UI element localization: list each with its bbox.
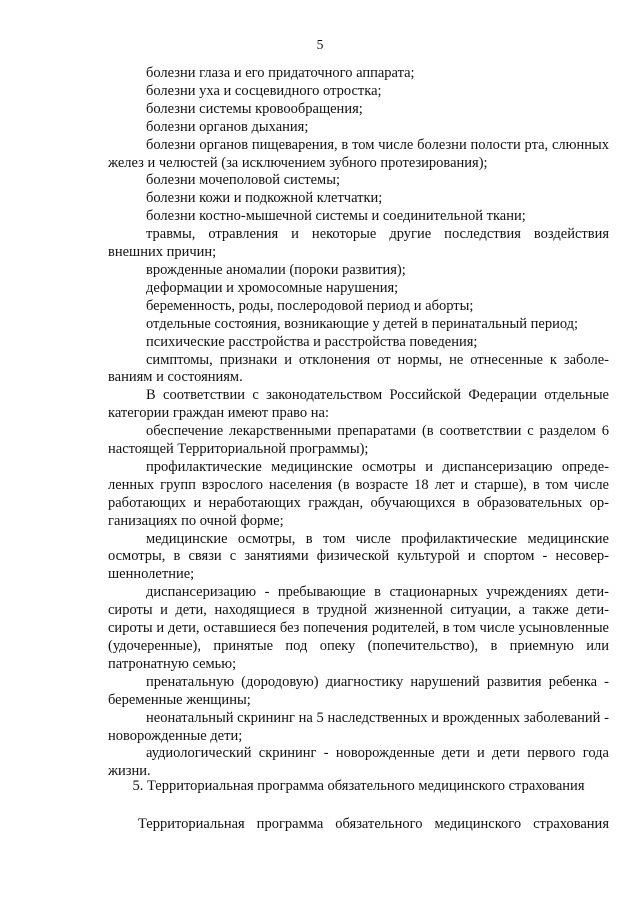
paragraph: деформации и хромосомные нарушения; bbox=[146, 279, 399, 296]
paragraph: болезни системы кровообращения; bbox=[146, 100, 363, 117]
paragraph: пренатальную (дородовую) диагностику нарушений развития ребенка - беременные женщины; bbox=[108, 673, 609, 708]
paragraph: психические расстройства и расстройства поведения; bbox=[146, 333, 478, 350]
paragraph: неонатальный скрининг на 5 наследственных и врожденных заболеваний - новорожденные дети; bbox=[108, 709, 609, 744]
paragraph: болезни костно-мышечной системы и соединительной ткани; bbox=[146, 208, 526, 225]
paragraph: диспансеризацию - пребывающие в стационарных учреждениях детисироты и дети, находящиеся в трудной жизненной ситуации, а также детисироты и дети, оставшиеся без попечения родителей, в том числе усыновленные (удочеренные), принятые под опеку (попечительство), в приемную или патронатную семью; bbox=[108, 584, 609, 672]
paragraph: профилактические медицинские осмотры и диспансеризацию определенных групп взрослого населения (в возрасте 18 лет и старше), в том числе работающих и неработающих граждан, обучающихся в образовательных организациях по очной форме; bbox=[108, 458, 609, 529]
paragraph: обеспечение лекарственными препаратами (в соответствии с разделом 6 настоящей Территориальной программы); bbox=[108, 423, 609, 458]
paragraph: болезни мочеполовой системы; bbox=[146, 172, 340, 189]
paragraph: симптомы, признаки и отклонения от нормы, не отнесенные к заболеваниям и состояниям. bbox=[108, 351, 609, 386]
section-heading: 5. Территориальная программа обязательного медицинского страхования bbox=[132, 778, 585, 794]
last-paragraph: Территориальная программа обязательного медицинского страхования bbox=[138, 816, 609, 832]
paragraph: болезни глаза и его придаточного аппарата; bbox=[146, 65, 415, 81]
paragraph: врожденные аномалии (пороки развития); bbox=[146, 261, 406, 278]
body-text bbox=[108, 65, 609, 781]
paragraph: медицинские осмотры, в том числе профилактические медицинские осмотры, в связи с занятиями физической культурой и спортом - несовершеннолетние; bbox=[108, 530, 609, 583]
paragraph: травмы, отравления и некоторые другие последствия воздействия внешних причин; bbox=[108, 226, 609, 261]
paragraph: аудиологический скрининг - новорожденные дети и дети первого года жизни. bbox=[108, 745, 609, 780]
paragraph: болезни кожи и подкожной клетчатки; bbox=[146, 190, 383, 207]
paragraph: болезни органов пищеварения, в том числе болезни полости рта, слюнных желез и челюстей (за исключением зубного протезирования); bbox=[108, 136, 609, 171]
paragraph: болезни уха и сосцевидного отростка; bbox=[146, 82, 382, 99]
paragraph: болезни органов дыхания; bbox=[146, 118, 309, 135]
paragraph: беременность, роды, послеродовой период и аборты; bbox=[146, 297, 474, 314]
page-number: 5 bbox=[316, 37, 324, 52]
paragraph: отдельные состояния, возникающие у детей в перинатальный период; bbox=[146, 315, 579, 332]
paragraph: В соответствии с законодательством Российской Федерации отдельные категории граждан имеют право на: bbox=[108, 387, 609, 422]
